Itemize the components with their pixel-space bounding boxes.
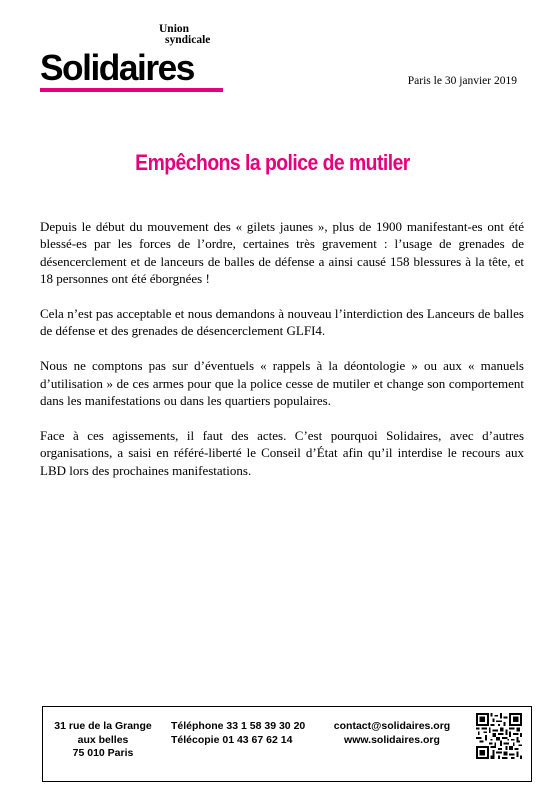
footer-phone: Téléphone 33 1 58 39 30 20 bbox=[171, 720, 306, 732]
paragraph: Face à ces agissements, il faut des actes. C’est pourquoi Solidaires, avec d’autres organisations, a saisi en référé-liberté le Conseil d’État afin qu’il interdise le recours aux LBD lors des prochaines manifestations. bbox=[40, 427, 524, 478]
logo-subtitle bbox=[159, 24, 210, 46]
document-title: Empêchons la police de mutiler bbox=[135, 150, 410, 175]
logo-name: Solidaires bbox=[40, 47, 194, 88]
footer-address bbox=[43, 720, 163, 761]
paragraph: Cela n’est pas acceptable et nous demandons à nouveau l’interdiction des Lanceurs de balles de défense et des grenades de désencerclement GLFI4. bbox=[40, 306, 524, 339]
document-body bbox=[40, 218, 524, 496]
logo-line-union: Union bbox=[159, 23, 190, 35]
address-line: aux belles bbox=[77, 733, 129, 746]
footer-web-block bbox=[328, 720, 456, 747]
paragraph: Depuis le début du mouvement des « gilets jaunes », plus de 1900 manifestant-es ont été blessé-es par les forces de l’ordre, certaines très gravement : l’usage de grenades de désencerclement et de lanceurs de balles de défense a ainsi causé 158 blessures à la tête, et 18 personnes ont été éborgnées ! bbox=[40, 219, 524, 287]
solidaires-logo bbox=[40, 24, 225, 92]
contact-footer bbox=[42, 706, 532, 782]
logo-accent-bar bbox=[40, 88, 223, 92]
document-date: Paris le 30 janvier 2019 bbox=[407, 75, 517, 87]
footer-website-link[interactable]: www.solidaires.org bbox=[344, 733, 440, 746]
paragraph: Nous ne comptons pas sur d’éventuels « rappels à la déontologie » ou aux « manuels d’utilisation » de ces armes pour que la police cesse de mutiler et change son comportement dans les manifestations ou dans les quartiers populaires. bbox=[40, 358, 524, 409]
address-line: 31 rue de la Grange bbox=[54, 720, 152, 732]
logo-line-syndicale: syndicale bbox=[165, 34, 211, 46]
footer-phone-block bbox=[171, 720, 305, 747]
footer-email-link[interactable]: contact@solidaires.org bbox=[333, 720, 451, 732]
qr-code-icon bbox=[476, 713, 522, 759]
address-line: 75 010 Paris bbox=[72, 747, 134, 759]
footer-fax: Télécopie 01 43 67 62 14 bbox=[171, 733, 293, 746]
